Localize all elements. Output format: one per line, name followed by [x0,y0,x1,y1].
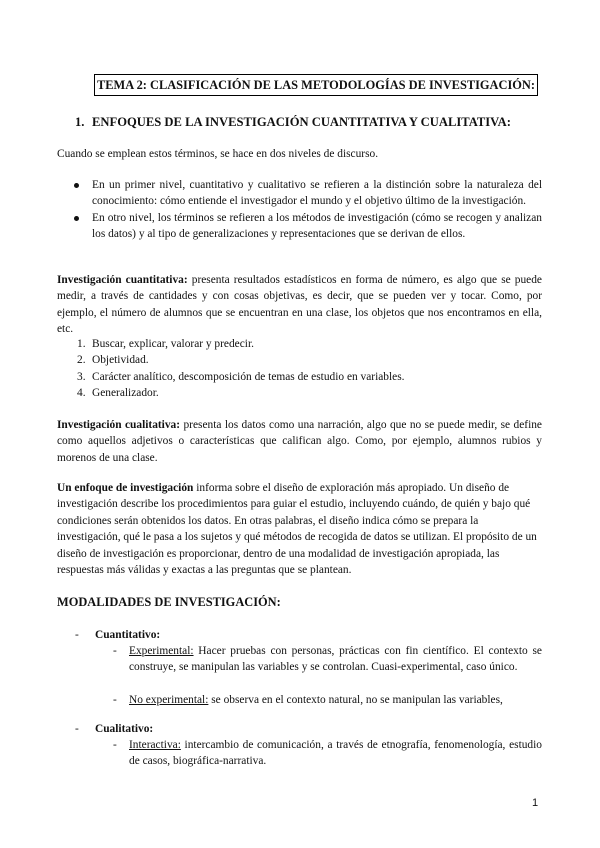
no-experimental-text: se observa en el contexto natural, no se manipulan las variables, [208,694,503,706]
interactiva-term: Interactiva: [129,739,181,751]
numbered-item [57,352,405,368]
cualitativo-label: Cualitativo: [95,723,154,735]
enfoque-label: Un enfoque de investigación [57,482,194,494]
intro-paragraph: Cuando se emplean estos términos, se hace en dos niveles de discurso. [57,148,379,160]
experimental-text: Hacer pruebas con personas, prácticas con fin científico. El contexto se construye, se manipulan las variables y se controlan. Cuasi-experimental, caso único. [129,645,542,674]
bullet-text: En otro nivel, los términos se refieren a los métodos de investigación (cómo se recogen y analizan los datos) y al tipo de generalizaciones y representaciones que se derivan de ellos. [92,211,542,241]
item-text: Carácter analítico, descomposición de temas de estudio en variables. [92,370,405,383]
document-title: TEMA 2: CLASIFICACIÓN DE LAS METODOLOGÍAS DE INVESTIGACIÓN: [94,74,538,96]
item-number: 2. [77,354,86,367]
page-number: 1 [532,797,539,809]
modalidades-heading: MODALIDADES DE INVESTIGACIÓN: [57,595,281,609]
experimental-term: Experimental: [129,645,194,657]
dash-marker: - [113,694,117,706]
numbered-item [57,385,405,401]
section-heading-text: ENFOQUES DE LA INVESTIGACIÓN CUANTITATIVA Y CUALITATIVA: [92,115,511,129]
experimental-item [113,643,542,676]
bullet-item [72,210,542,243]
cuantitativa-text: presenta resultados estadísticos en forma de número, es algo que se puede medir, a través de cantidades y con cosas objetivas, es decir, que se pueden ver y tocar. Como, por ejemplo, el número de alumnos que se encuentran en una clase, los objetos que nos encontramos en ella, etc. [57,274,542,336]
no-experimental-term: No experimental: [129,694,209,706]
enfoque-text: informa sobre el diseño de exploración más apropiado. Un diseño de investigación describe los procedimientos para guiar el estudio, incluyendo cuándo, de quién y bajo qué condiciones serán obtenidos los datos. En otras palabras, el diseño indica cómo se prepara la investigación, qué le pasa a los sujetos y qué métodos de recogida de datos se utilizan. El propósito de un diseño de investigación es proporcionar, dentro de una modalidad de investigación apropiada, las respuestas más válidas y exactas a las preguntas que se plantean. [57,482,537,577]
cuantitativa-label: Investigación cuantitativa: [57,274,188,286]
bullet-text: En un primer nivel, cuantitativo y cualitativo se refieren a la distinción sobre la naturaleza del conocimiento: cómo entiende el investigador el mundo y el objetivo último de la investigación. [92,179,542,208]
numbered-item [57,336,405,352]
bullet-dot-icon [74,216,79,221]
item-number: 3. [77,370,86,383]
dash-marker: - [113,645,117,657]
section-number: 1. [75,115,85,129]
interactiva-text: intercambio de comunicación, a través de etnografía, fenomenología, estudio de casos, biográfica-narrativa. [129,739,542,768]
no-experimental-item [113,692,542,708]
section-heading [75,115,511,130]
dash-marker: - [113,739,117,751]
bullet-list [72,177,542,243]
numbered-list [57,336,405,402]
item-number: 1. [77,338,86,350]
numbered-item [57,369,405,385]
cuantitativo-label: Cuantitativo: [95,629,161,641]
item-text: Buscar, explicar, valorar y predecir. [92,338,254,350]
item-text: Generalizador. [92,387,159,400]
bullet-item [72,177,542,210]
item-number: 4. [77,387,86,400]
dash-marker: - [75,629,79,641]
enfoque-paragraph [57,480,542,578]
cualitativa-text: presenta los datos como una narración, algo que no se puede medir, se define como aquellos adjetivos o características que califican algo. Como, por ejemplo, alumnos rubios y morenos de una clase. [57,419,542,464]
dash-marker: - [75,723,79,735]
cualitativa-label: Investigación cualitativa: [57,419,181,431]
cuantitativa-paragraph [57,272,542,338]
bullet-dot-icon [74,183,79,188]
cualitativa-paragraph [57,417,542,466]
interactiva-item [113,737,542,770]
item-text: Objetividad. [92,354,149,367]
